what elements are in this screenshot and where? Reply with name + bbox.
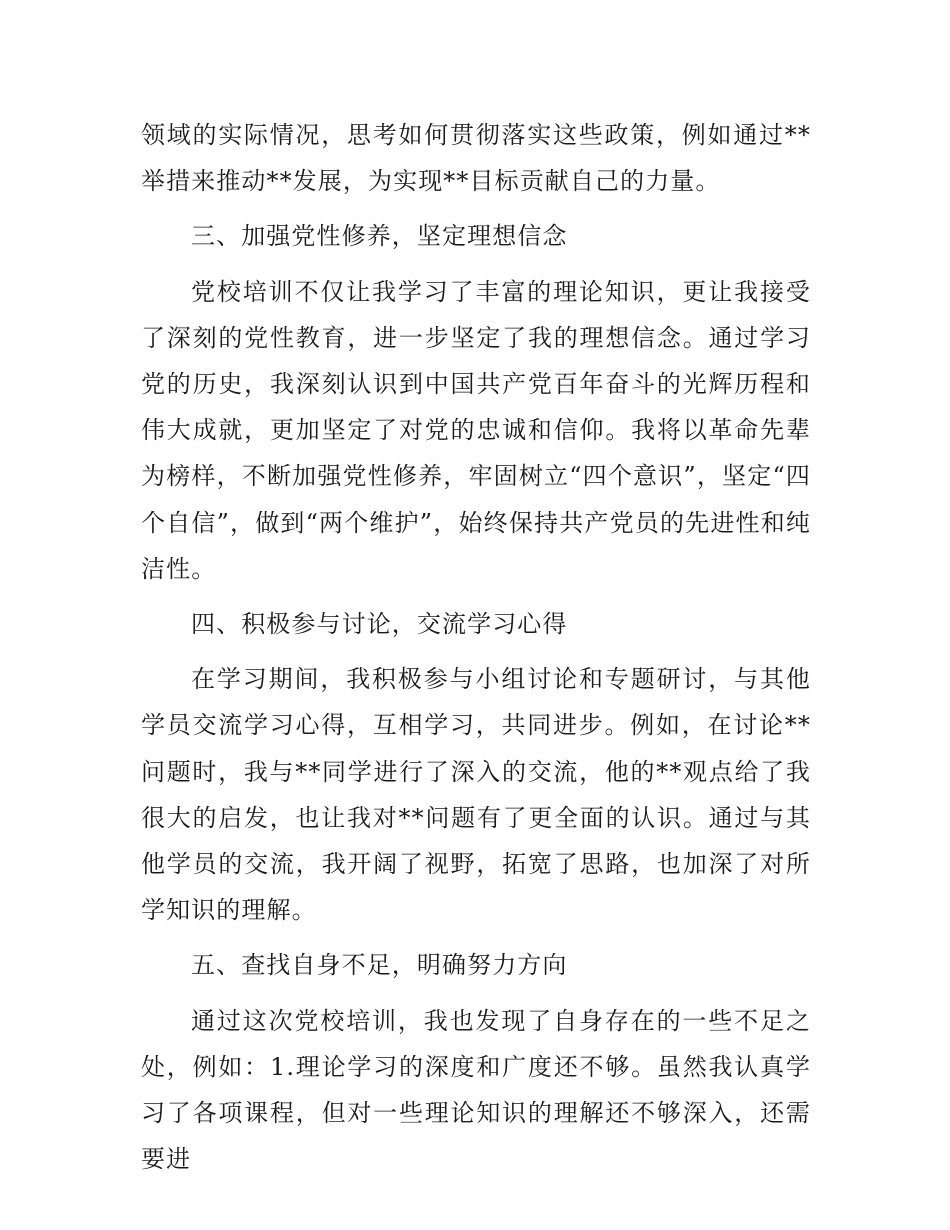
document-body (141, 112, 811, 1182)
section-heading-4: 四、积极参与讨论，交流学习心得 (191, 610, 568, 639)
paragraph-party-spirit: 党校培训不仅让我学习了丰富的理论知识，更让我接受了深刻的党性教育，进一步坚定了我的理想信念。通过学习党的历史，我深刻认识到中国共产党百年奋斗的光辉历程和伟大成就，更加坚定了对党的忠诚和信仰。我将以革命先辈为榜样，不断加强党性修养，牢固树立“四个意识”，坚定“四个自信”，做到“两个维护”，始终保持共产党员的先进性和纯洁性。 (141, 277, 811, 583)
section-heading-5: 五、查找自身不足，明确努力方向 (191, 951, 568, 980)
paragraph-discussion: 在学习期间，我积极参与小组讨论和专题研讨，与其他学员交流学习心得，互相学习，共同进步。例如，在讨论**问题时，我与**同学进行了深入的交流，他的**观点给了我很大的启发，也让我对**问题有了更全面的认识。通过与其他学员的交流，我开阔了视野，拓宽了思路，也加深了对所学知识的理解。 (141, 665, 811, 925)
paragraph-shortcomings: 通过这次党校培训，我也发现了自身存在的一些不足之处，例如：1.理论学习的深度和广度还不够。虽然我认真学习了各项课程，但对一些理论知识的理解还不够深入，还需要进 (141, 1006, 811, 1174)
paragraph-continuation: 领域的实际情况，思考如何贯彻落实这些政策，例如通过**举措来推动**发展，为实现**目标贡献自己的力量。 (141, 121, 811, 196)
section-heading-3: 三、加强党性修养，坚定理想信念 (191, 222, 568, 251)
